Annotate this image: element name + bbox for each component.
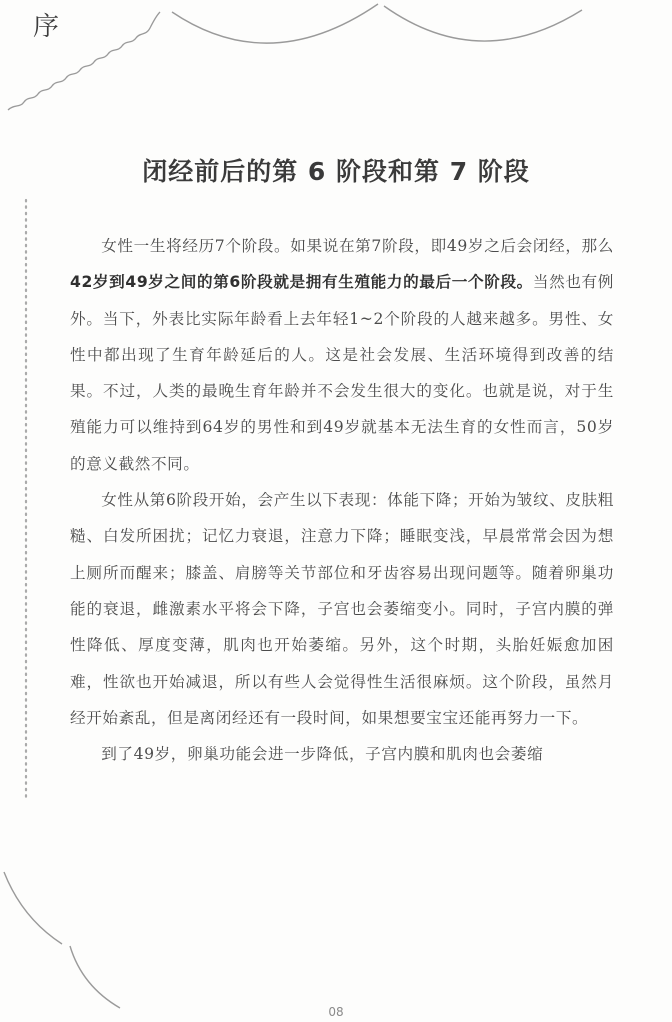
paragraph-2: 女性从第6阶段开始，会产生以下表现：体能下降；开始为皱纹、皮肤粗糙、白发所困扰；记忆力衰退，注意力下降；睡眠变浅，早晨常常会因为想上厕所而醒来；膝盖、肩膀等关节部位和牙齿容易出现问题等。随着卵巢功能的衰退，雌激素水平将会下降，子宫也会萎缩变小。同时，子宫内膜的弹性降低、厚度变薄，肌肉也开始萎缩。另外，这个时期，头胎妊娠愈加困难，性欲也开始减退，所以有些人会觉得性生活很麻烦。这个阶段，虽然月经开始紊乱，但是离闭经还有一段时间，如果想要宝宝还能再努力一下。 <box>70 491 614 727</box>
decorative-arc-bottom-1 <box>4 872 62 944</box>
chapter-title: 闭经前后的第 6 阶段和第 7 阶段 <box>142 157 530 186</box>
decorative-arc-bottom-2 <box>70 946 120 1008</box>
paragraph-text: 女性一生将经历7个阶段。如果说在第7阶段，即49岁之后会闭经，那么 <box>101 237 614 255</box>
decorative-squiggle <box>8 12 160 110</box>
emphasis-text: 42岁到49岁之间的第6阶段就是拥有生殖能力的最后一个阶段。 <box>70 273 533 292</box>
article-body <box>70 228 614 772</box>
decorative-arc-top-2 <box>384 6 582 41</box>
paragraph-text: 当然也有例外。当下，外表比实际年龄看上去年轻1~2个阶段的人越来越多。男性、女性中都出现了生育年龄延后的人。这是社会发展、生活环境得到改善的结果。不过，人类的最晚生育年龄并不会发生很大的变化。也就是说，对于生殖能力可以维持到64岁的男性和到49岁就基本无法生育的女性而言，50岁的意义截然不同。 <box>70 273 614 473</box>
paragraph-3: 到了49岁，卵巢功能会进一步降低，子宫内膜和肌肉也会萎缩 <box>101 745 544 764</box>
decorative-arc-top-1 <box>172 4 378 43</box>
page-number: 08 <box>328 1005 344 1019</box>
section-label: 序 <box>33 12 61 42</box>
paragraph-1 <box>70 228 614 482</box>
